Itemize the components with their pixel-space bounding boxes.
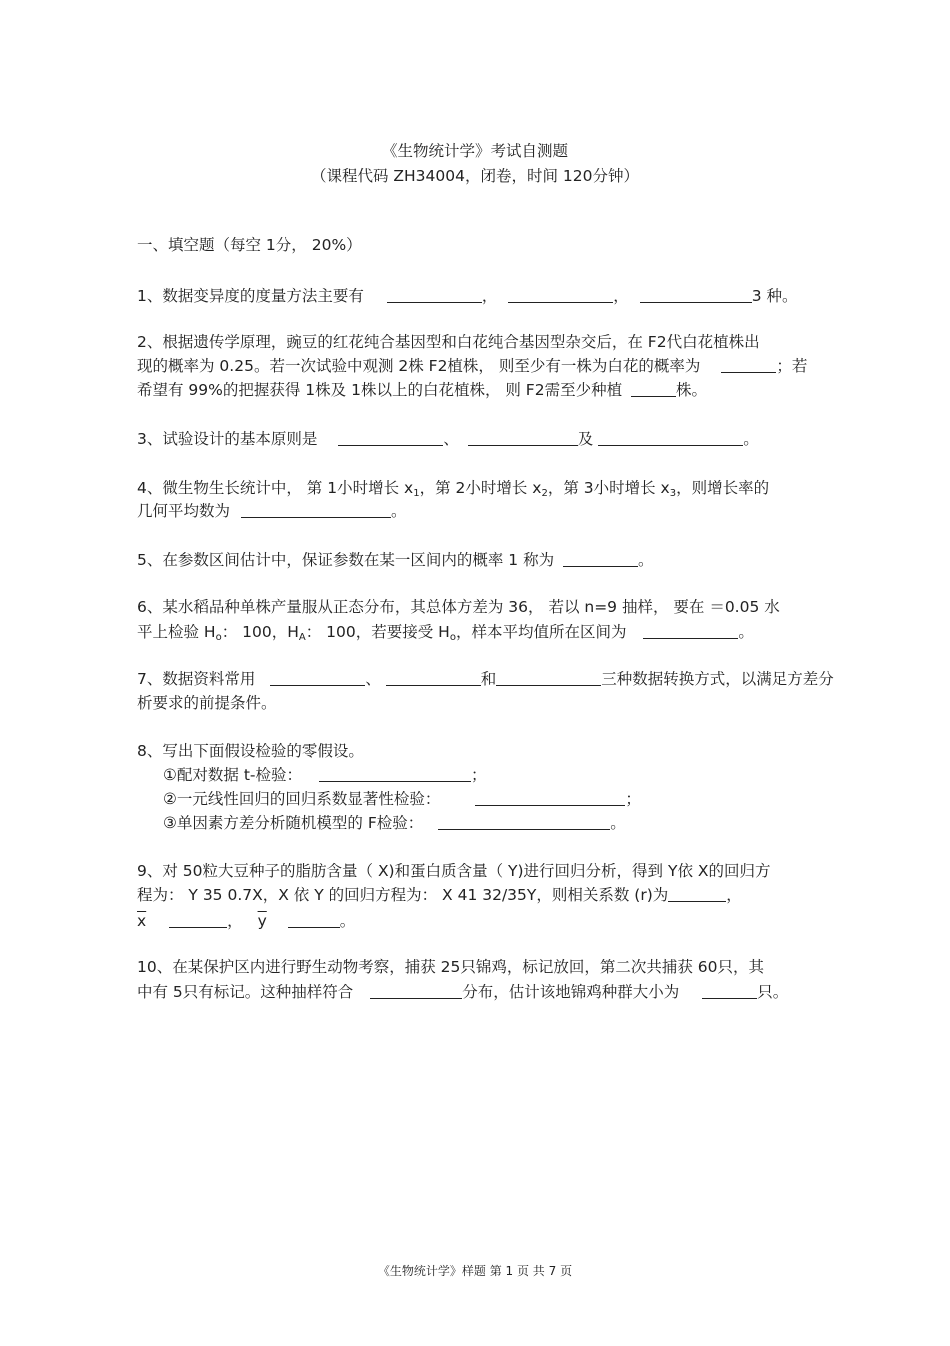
q10-text: 中有 5只有标记。这种抽样符合 [137,983,354,1001]
q10-tail: 只。 [757,983,789,1001]
q7-blank-1[interactable] [270,670,365,686]
q9-x-bar: $\overline{x}$ [137,912,147,930]
q7-sep-1: 、 [365,670,381,688]
q8-item-2-tail: ； [625,790,641,808]
q8-blank-3[interactable] [438,814,610,830]
question-9-line-1: 9、对 50粒大豆种子的脂肪含量（ X)和蛋白质含量（ Y)进行回归分析，得到 Y依 X的回归方 [137,862,771,880]
q8-item-3-text: ③单因素方差分析随机模型的 F检验： [163,814,424,832]
q7-text: 7、数据资料常用 [137,670,256,688]
question-8-item-2 [163,789,641,809]
question-10-line-1: 10、在某保护区内进行野生动物考察，捕获 25只锦鸡，标记放回，第二次共捕获 60只，其 [137,958,765,976]
q8-item-1-text: ①配对数据 t-检验： [163,766,302,784]
q4-text-b: ，第 2小时增长 x [419,479,542,497]
q6-blank[interactable] [643,623,738,639]
question-6-line-2 [137,622,754,648]
q8-blank-1[interactable] [319,766,471,782]
page-title: 《生物统计学》考试自测题 [381,142,568,160]
course-info: （课程代码 ZH34004，闭卷，时间 120分钟） [310,167,640,185]
q1-blank-3[interactable] [640,287,752,303]
q8-blank-2[interactable] [475,790,625,806]
q4-tail: 。 [390,502,407,520]
section-heading: 一、填空题（每空 1分， 20%） [137,236,362,254]
q6-text-d: ，样本平均值所在区间为 [455,623,627,641]
q2-text-3: 希望有 99%的把握获得 1株及 1株以上的白花植株， 则 F2需至少种植 [137,381,623,399]
question-10-line-2 [137,982,788,1002]
question-2-line-3 [137,380,707,400]
q3-blank-2[interactable] [468,430,578,446]
q1-sep-1: ， [481,287,498,305]
q3-blank-3[interactable] [598,430,743,446]
q9-tail: 。 [339,912,356,930]
q2-blank-1[interactable] [721,357,776,373]
question-1 [137,286,798,306]
q8-item-2-text: ②一元线性回归的回归系数显著性检验： [163,790,441,808]
question-7-line-1 [137,669,834,689]
q1-tail: 3 种。 [751,287,798,305]
question-2-line-1: 2、根据遗传学原理，豌豆的红花纯合基因型和白花纯合基因型杂交后，在 F2代白花植株出 [137,333,760,351]
question-9-line-2 [137,885,742,905]
q2-blank-2[interactable] [631,381,676,397]
q6-sub-2: A [298,632,306,643]
q9-blank-3[interactable] [288,912,340,928]
q6-tail: 。 [738,623,754,641]
q3-sep-1: 、 [443,430,459,448]
q3-tail: 。 [743,430,759,448]
q5-blank[interactable] [563,551,638,567]
q4-text-e: 几何平均数为 [137,502,231,520]
q9-text: 程为： Y 35 0.7X，X 依 Y 的回归方程为： X 41 32/35Y，则相关系数 (r)为 [137,886,669,904]
q8-item-1-tail: ； [470,766,487,784]
question-4-line-2 [137,501,406,521]
q9-sep: ， [726,886,742,904]
question-5 [137,550,654,570]
q10-text-b: 分布，估计该地锦鸡种群大小为 [462,983,680,1001]
q6-text-a: 平上检验 H [137,623,216,641]
q6-text-b: ： 100，H [221,623,299,641]
q6-sub-3: o [449,632,456,643]
q2-tail-3: 株。 [676,381,708,399]
q6-text-c: ： 100，若要接受 H [305,623,450,641]
q1-sep-2: ， [613,287,629,305]
question-2-line-2 [137,356,807,376]
q4-sub-1: 1 [413,488,420,499]
q4-sub-3: 3 [669,488,677,499]
q7-sep-2: 和 [480,670,497,688]
q5-text: 5、在参数区间估计中，保证参数在某一区间内的概率 1 称为 [137,551,555,569]
q5-tail: 。 [638,551,654,569]
q4-sub-2: 2 [541,488,548,499]
q1-blank-1[interactable] [387,287,482,303]
q9-comma: ， [227,912,243,930]
question-6-line-1: 6、某水稻品种单株产量服从正态分布，其总体方差为 36， 若以 n=9 抽样， 要在 ＝0.05 水 [137,598,780,616]
q9-y-bar: $\overline{y}$ [257,912,267,930]
q4-text-a: 4、微生物生长统计中， 第 1小时增长 x [137,479,414,497]
question-8-title: 8、写出下面假设检验的零假设。 [137,742,364,760]
q2-tail-2: ；若 [776,357,808,375]
q4-text-d: ，则增长率的 [676,479,770,497]
q6-sub-1: o [215,632,222,643]
q9-blank-2[interactable] [169,912,227,928]
question-9-line-3 [137,911,355,931]
q3-sep-2: 及 [577,430,594,448]
q4-text-c: ，第 3小时增长 x [547,479,670,497]
question-7-line-2: 析要求的前提条件。 [137,694,277,712]
q2-text-2: 现的概率为 0.25。若一次试验中观测 2株 F2植株， 则至少有一株为白花的概率为 [137,357,701,375]
q7-blank-2[interactable] [386,670,481,686]
q3-blank-1[interactable] [338,430,443,446]
q1-text: 1、数据变异度的度量方法主要有 [137,287,364,305]
q8-item-3-tail: 。 [610,814,626,832]
q7-blank-3[interactable] [496,670,601,686]
q3-text: 3、试验设计的基本原则是 [137,430,318,448]
q4-blank[interactable] [241,502,391,518]
q7-tail: 三种数据转换方式，以满足方差分 [601,670,834,688]
page-footer: 《生物统计学》样题 第 1 页 共 7 页 [377,1264,573,1278]
question-8-item-3 [163,813,626,833]
q9-blank-1[interactable] [668,886,726,902]
q1-blank-2[interactable] [508,287,613,303]
question-8-item-1 [163,765,486,785]
q10-blank-2[interactable] [702,983,757,999]
q10-blank-1[interactable] [370,983,462,999]
question-3 [137,429,759,449]
